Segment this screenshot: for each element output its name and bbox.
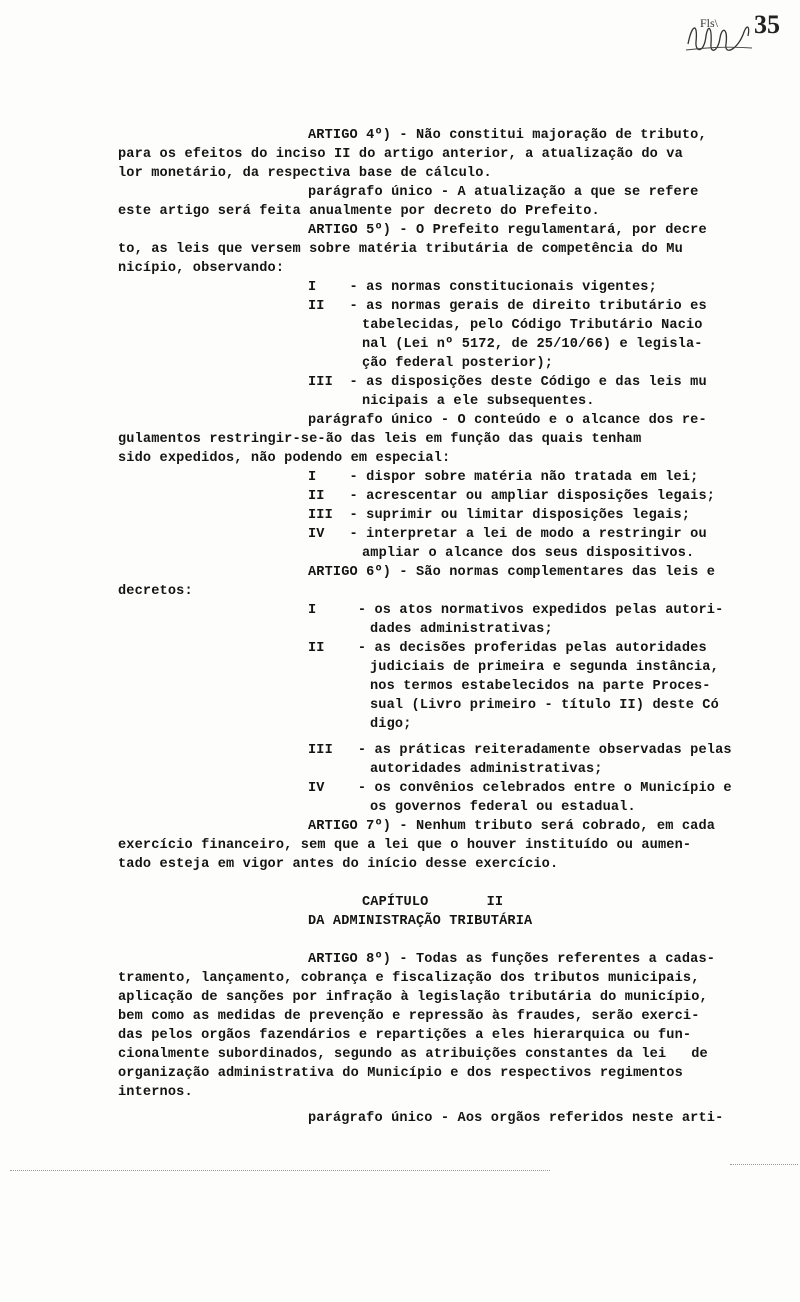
text-line: ARTIGO 8º) - Todas as funções referentes a cadas- bbox=[308, 952, 716, 967]
text-line: bem como as medidas de prevenção e repressão às fraudes, serão exerci- bbox=[118, 1009, 700, 1024]
text-line: autoridades administrativas; bbox=[370, 762, 603, 777]
text-line: este artigo será feita anualmente por decreto do Prefeito. bbox=[118, 204, 600, 219]
text-line: nos termos estabelecidos na parte Proces- bbox=[370, 679, 711, 694]
text-line: ção federal posterior); bbox=[362, 356, 554, 371]
text-line: organização administrativa do Município e dos respectivos regimentos bbox=[118, 1066, 683, 1081]
text-line: ARTIGO 4º) - Não constitui majoração de tributo, bbox=[308, 128, 707, 143]
list-item: I - os atos normativos expedidos pelas autori- bbox=[308, 603, 724, 618]
folio-label: Fls\ bbox=[700, 16, 719, 30]
text-line: ARTIGO 6º) - São normas complementares das leis e bbox=[308, 565, 716, 580]
list-item: IV - os convênios celebrados entre o Município e bbox=[308, 781, 732, 796]
text-line: aplicação de sanções por infração à legislação tributária do município, bbox=[118, 990, 708, 1005]
text-line: os governos federal ou estadual. bbox=[370, 800, 636, 815]
text-line: tado esteja em vigor antes do início desse exercício. bbox=[118, 857, 559, 872]
text-line: nicipais a ele subsequentes. bbox=[362, 394, 595, 409]
text-line: nicípio, observando: bbox=[118, 261, 285, 276]
list-item: III - suprimir ou limitar disposições legais; bbox=[308, 508, 691, 523]
text-line: das pelos orgãos fazendários e repartições a eles hierarquica ou fun- bbox=[118, 1028, 692, 1043]
text-line: dades administrativas; bbox=[370, 622, 553, 637]
list-item: III - as práticas reiteradamente observadas pelas bbox=[308, 743, 732, 758]
list-item: II - as decisões proferidas pelas autoridades bbox=[308, 641, 707, 656]
text-line: parágrafo único - O conteúdo e o alcance dos re- bbox=[308, 413, 707, 428]
text-line: ampliar o alcance dos seus dispositivos. bbox=[362, 546, 695, 561]
handwritten-rubric-signature bbox=[684, 14, 754, 58]
text-line: parágrafo único - A atualização a que se refere bbox=[308, 185, 699, 200]
text-line: parágrafo único - Aos orgãos referidos neste arti- bbox=[308, 1111, 724, 1126]
list-item: III - as disposições deste Código e das leis mu bbox=[308, 375, 707, 390]
text-line: sido expedidos, não podendo em especial: bbox=[118, 451, 451, 466]
text-line: ARTIGO 7º) - Nenhum tributo será cobrado, em cada bbox=[308, 819, 716, 834]
list-item: II - as normas gerais de direito tributário es bbox=[308, 299, 707, 314]
text-line: decretos: bbox=[118, 584, 193, 599]
list-item: I - dispor sobre matéria não tratada em lei; bbox=[308, 470, 699, 485]
text-line: gulamentos restringir-se-ão das leis em função das quais tenham bbox=[118, 432, 642, 447]
scan-artifact-line bbox=[730, 1164, 798, 1165]
text-line: nal (Lei nº 5172, de 25/10/66) e legisla- bbox=[362, 337, 703, 352]
text-line: lor monetário, da respectiva base de cálculo. bbox=[118, 166, 492, 181]
text-line: ARTIGO 5º) - O Prefeito regulamentará, por decre bbox=[308, 223, 707, 238]
page-number: 35 bbox=[754, 10, 780, 39]
list-item: I - as normas constitucionais vigentes; bbox=[308, 280, 657, 295]
text-line: internos. bbox=[118, 1085, 193, 1100]
text-line: tabelecidas, pelo Código Tributário Nacio bbox=[362, 318, 703, 333]
text-line: digo; bbox=[370, 717, 412, 732]
text-line: exercício financeiro, sem que a lei que o houver instituído ou aumen- bbox=[118, 838, 692, 853]
text-line: to, as leis que versem sobre matéria tributária de competência do Mu bbox=[118, 242, 683, 257]
list-item: II - acrescentar ou ampliar disposições legais; bbox=[308, 489, 716, 504]
text-line: cionalmente subordinados, segundo as atribuições constantes da lei de bbox=[118, 1047, 708, 1062]
chapter-heading: CAPÍTULO II bbox=[362, 895, 504, 910]
scan-artifact-line bbox=[10, 1170, 550, 1171]
text-line: sual (Livro primeiro - título II) deste Có bbox=[370, 698, 719, 713]
text-line: judiciais de primeira e segunda instância, bbox=[370, 660, 719, 675]
text-line: tramento, lançamento, cobrança e fiscalização dos tributos municipais, bbox=[118, 971, 700, 986]
text-line: para os efeitos do inciso II do artigo anterior, a atualização do va bbox=[118, 147, 683, 162]
list-item: IV - interpretar a lei de modo a restringir ou bbox=[308, 527, 707, 542]
chapter-title: DA ADMINISTRAÇÃO TRIBUTÁRIA bbox=[308, 914, 533, 929]
